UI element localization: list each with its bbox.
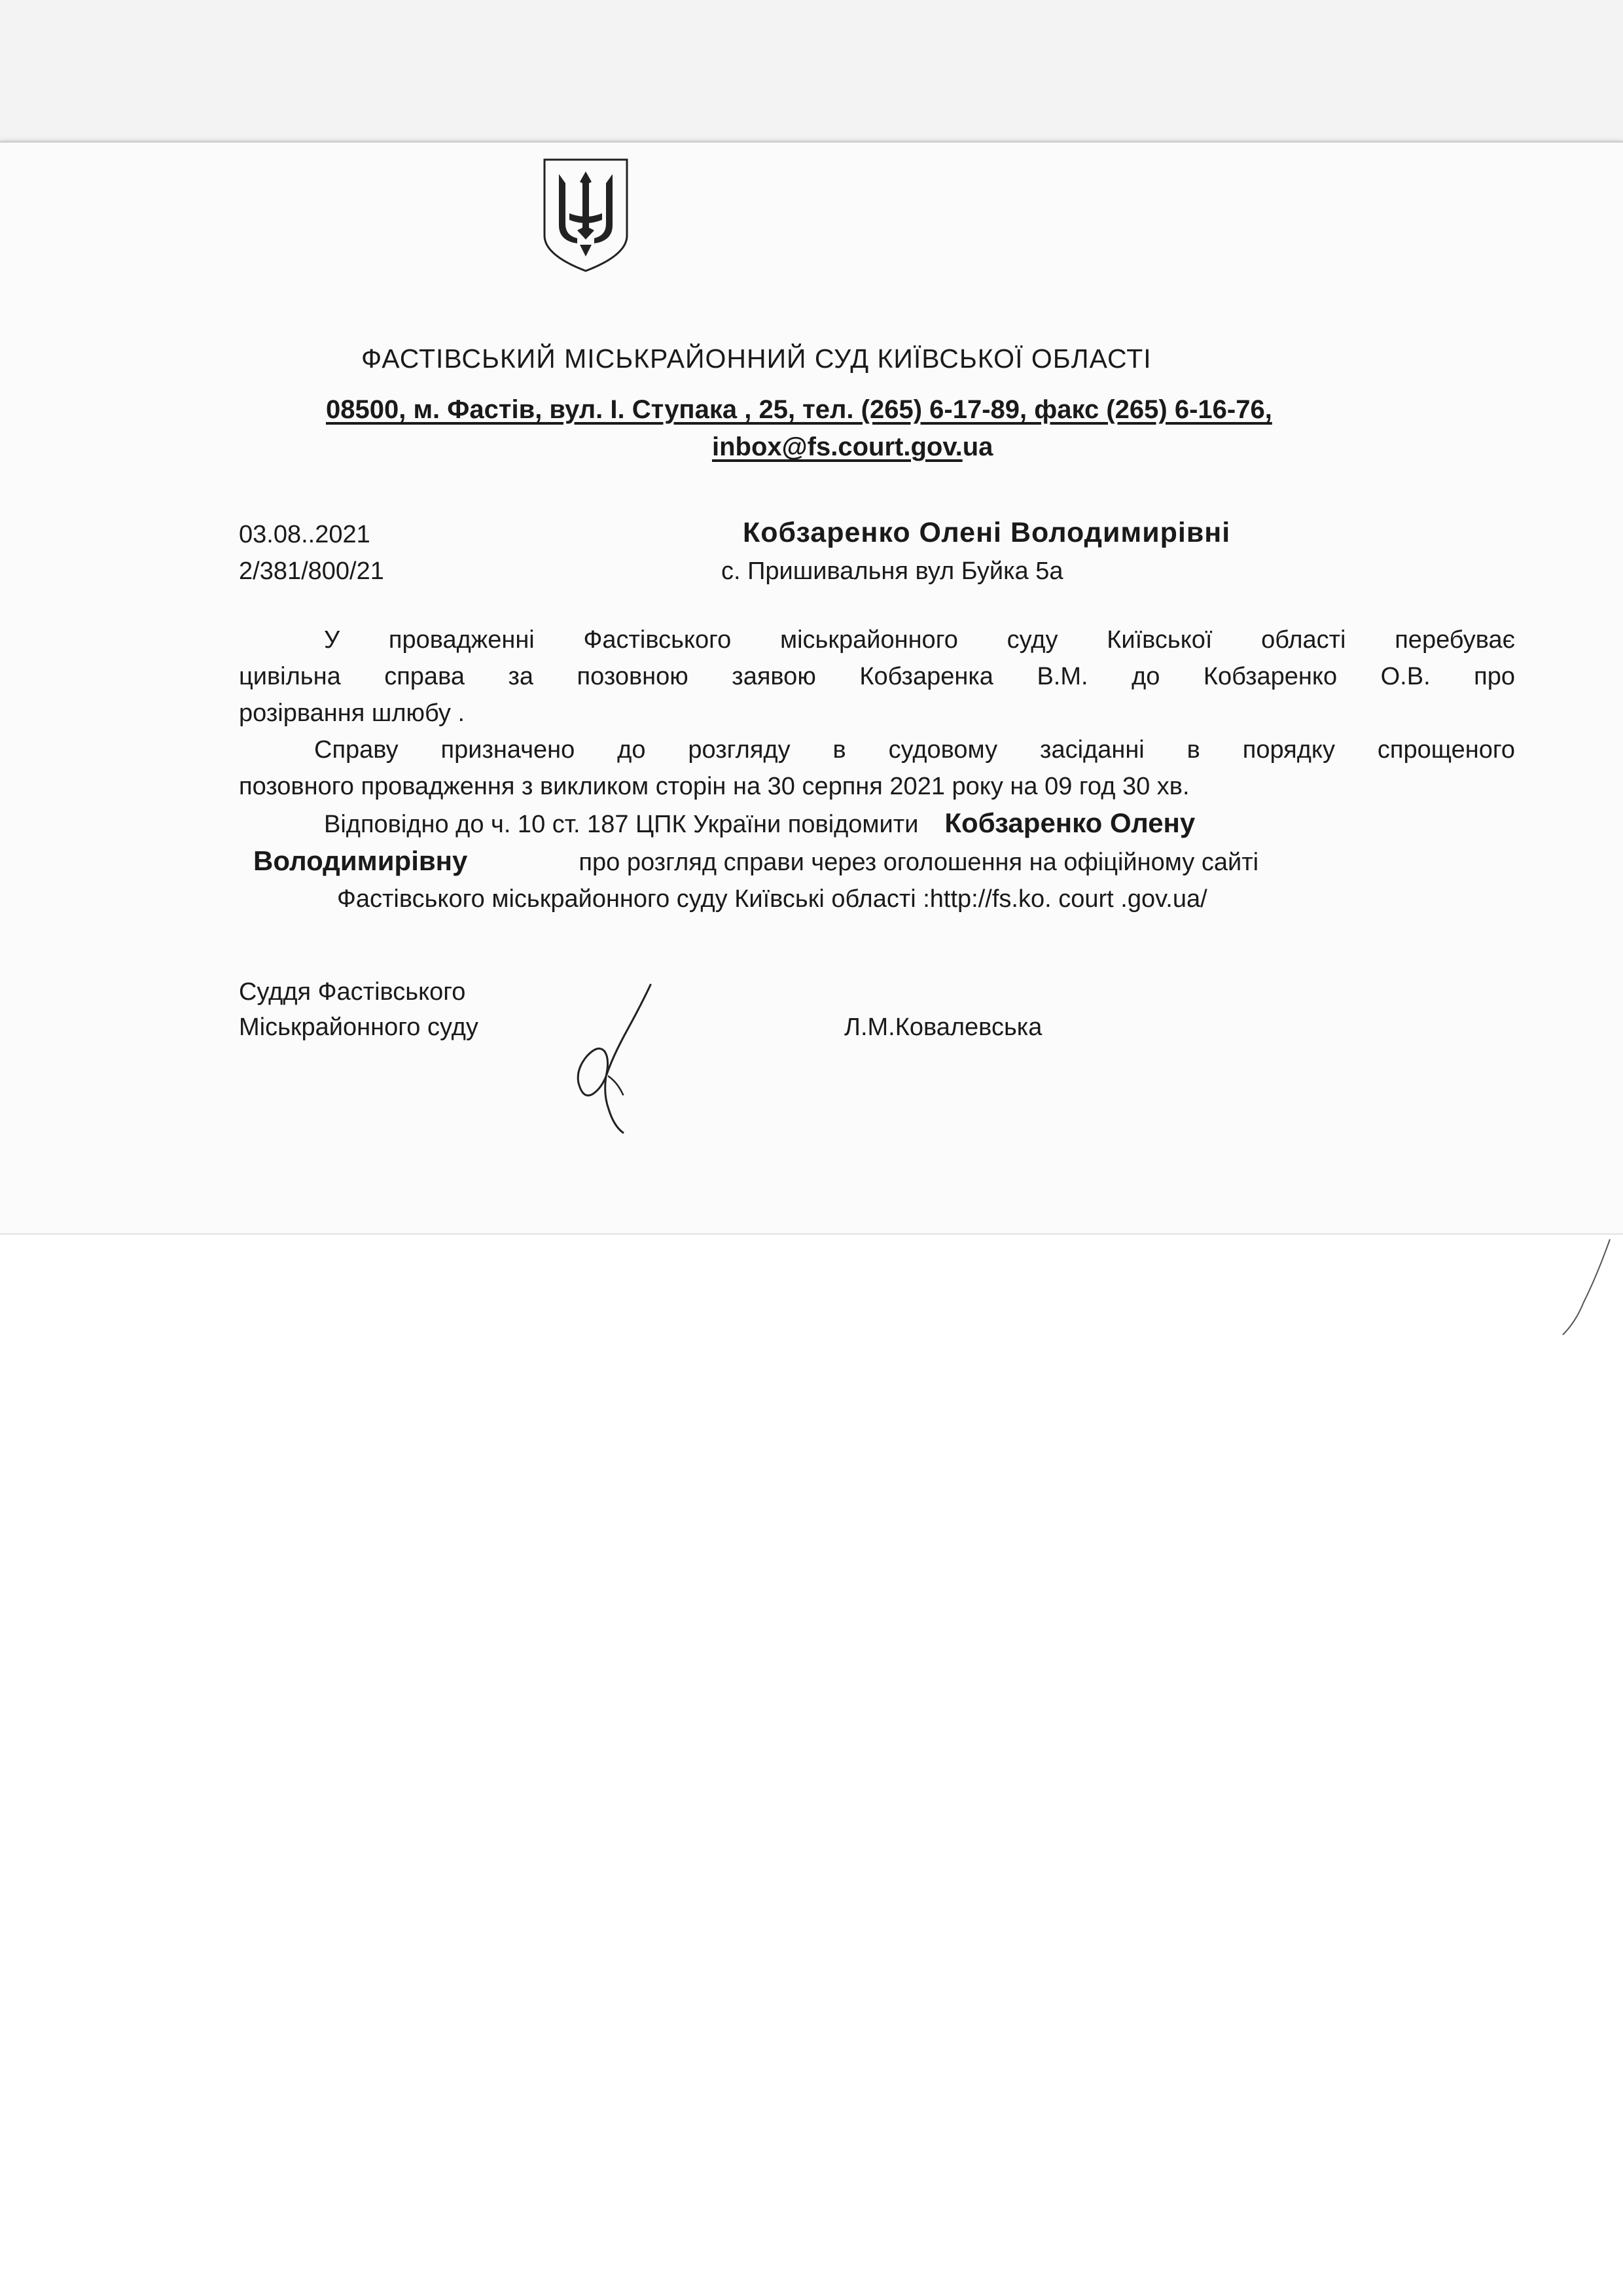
scan-artifact	[1558, 1237, 1616, 1368]
letter-body	[239, 622, 1515, 917]
trident-icon	[541, 157, 631, 274]
judge-title: Міськрайонного суду	[239, 1014, 478, 1041]
court-email	[712, 433, 993, 462]
body-line: цивільна справа за позовною заявою Кобзаренка В.М. до Кобзаренко О.В. про	[239, 663, 1515, 690]
notice-text: про розгляд справи через оголошення на офіційному сайті	[579, 849, 1259, 876]
scan-background-bottom	[0, 1233, 1623, 2296]
judge-name: Л.М.Ковалевська	[844, 1014, 1043, 1041]
court-email-address: inbox@fs.court.gov.	[712, 433, 963, 461]
recipient-name: Кобзаренко Олені Володимирівні	[743, 517, 1231, 548]
body-line: У провадженні Фастівського міськрайонного суду Київської області перебуває	[324, 626, 1515, 654]
recipient-address: с. Пришивальня вул Буйка 5а	[721, 557, 1063, 585]
body-line: Фастівського міськрайонного суду Київські області :http://fs.ko. court .gov.ua/	[337, 885, 1207, 913]
scan-background-top	[0, 0, 1623, 141]
notice-name: Володимирівну	[253, 845, 468, 876]
court-name: ФАСТІВСЬКИЙ МІСЬКРАЙОННИЙ СУД КИЇВСЬКОЇ ОБЛАСТІ	[361, 344, 1152, 374]
signature-mark	[563, 978, 668, 1142]
notice-text: Відповідно до ч. 10 ст. 187 ЦПК України повідомити	[324, 811, 919, 838]
judge-title: Суддя Фастівського	[239, 978, 466, 1006]
body-line	[239, 843, 1515, 881]
body-line	[239, 805, 1515, 843]
body-line: Справу призначено до розгляду в судовому засіданні в порядку спрощеного	[314, 736, 1515, 764]
document-date: 03.08..2021	[239, 521, 370, 548]
court-email-suffix: ua	[962, 433, 993, 461]
court-address: 08500, м. Фастів, вул. І. Ступака , 25, тел. (265) 6-17-89, факс (265) 6-16-76,	[326, 395, 1272, 424]
body-line: позовного провадження з викликом сторін на 30 серпня 2021 року на 09 год 30 хв.	[239, 773, 1190, 800]
notice-name: Кобзаренко Олену	[944, 807, 1196, 838]
case-number: 2/381/800/21	[239, 557, 384, 585]
body-line: розірвання шлюбу .	[239, 699, 465, 727]
